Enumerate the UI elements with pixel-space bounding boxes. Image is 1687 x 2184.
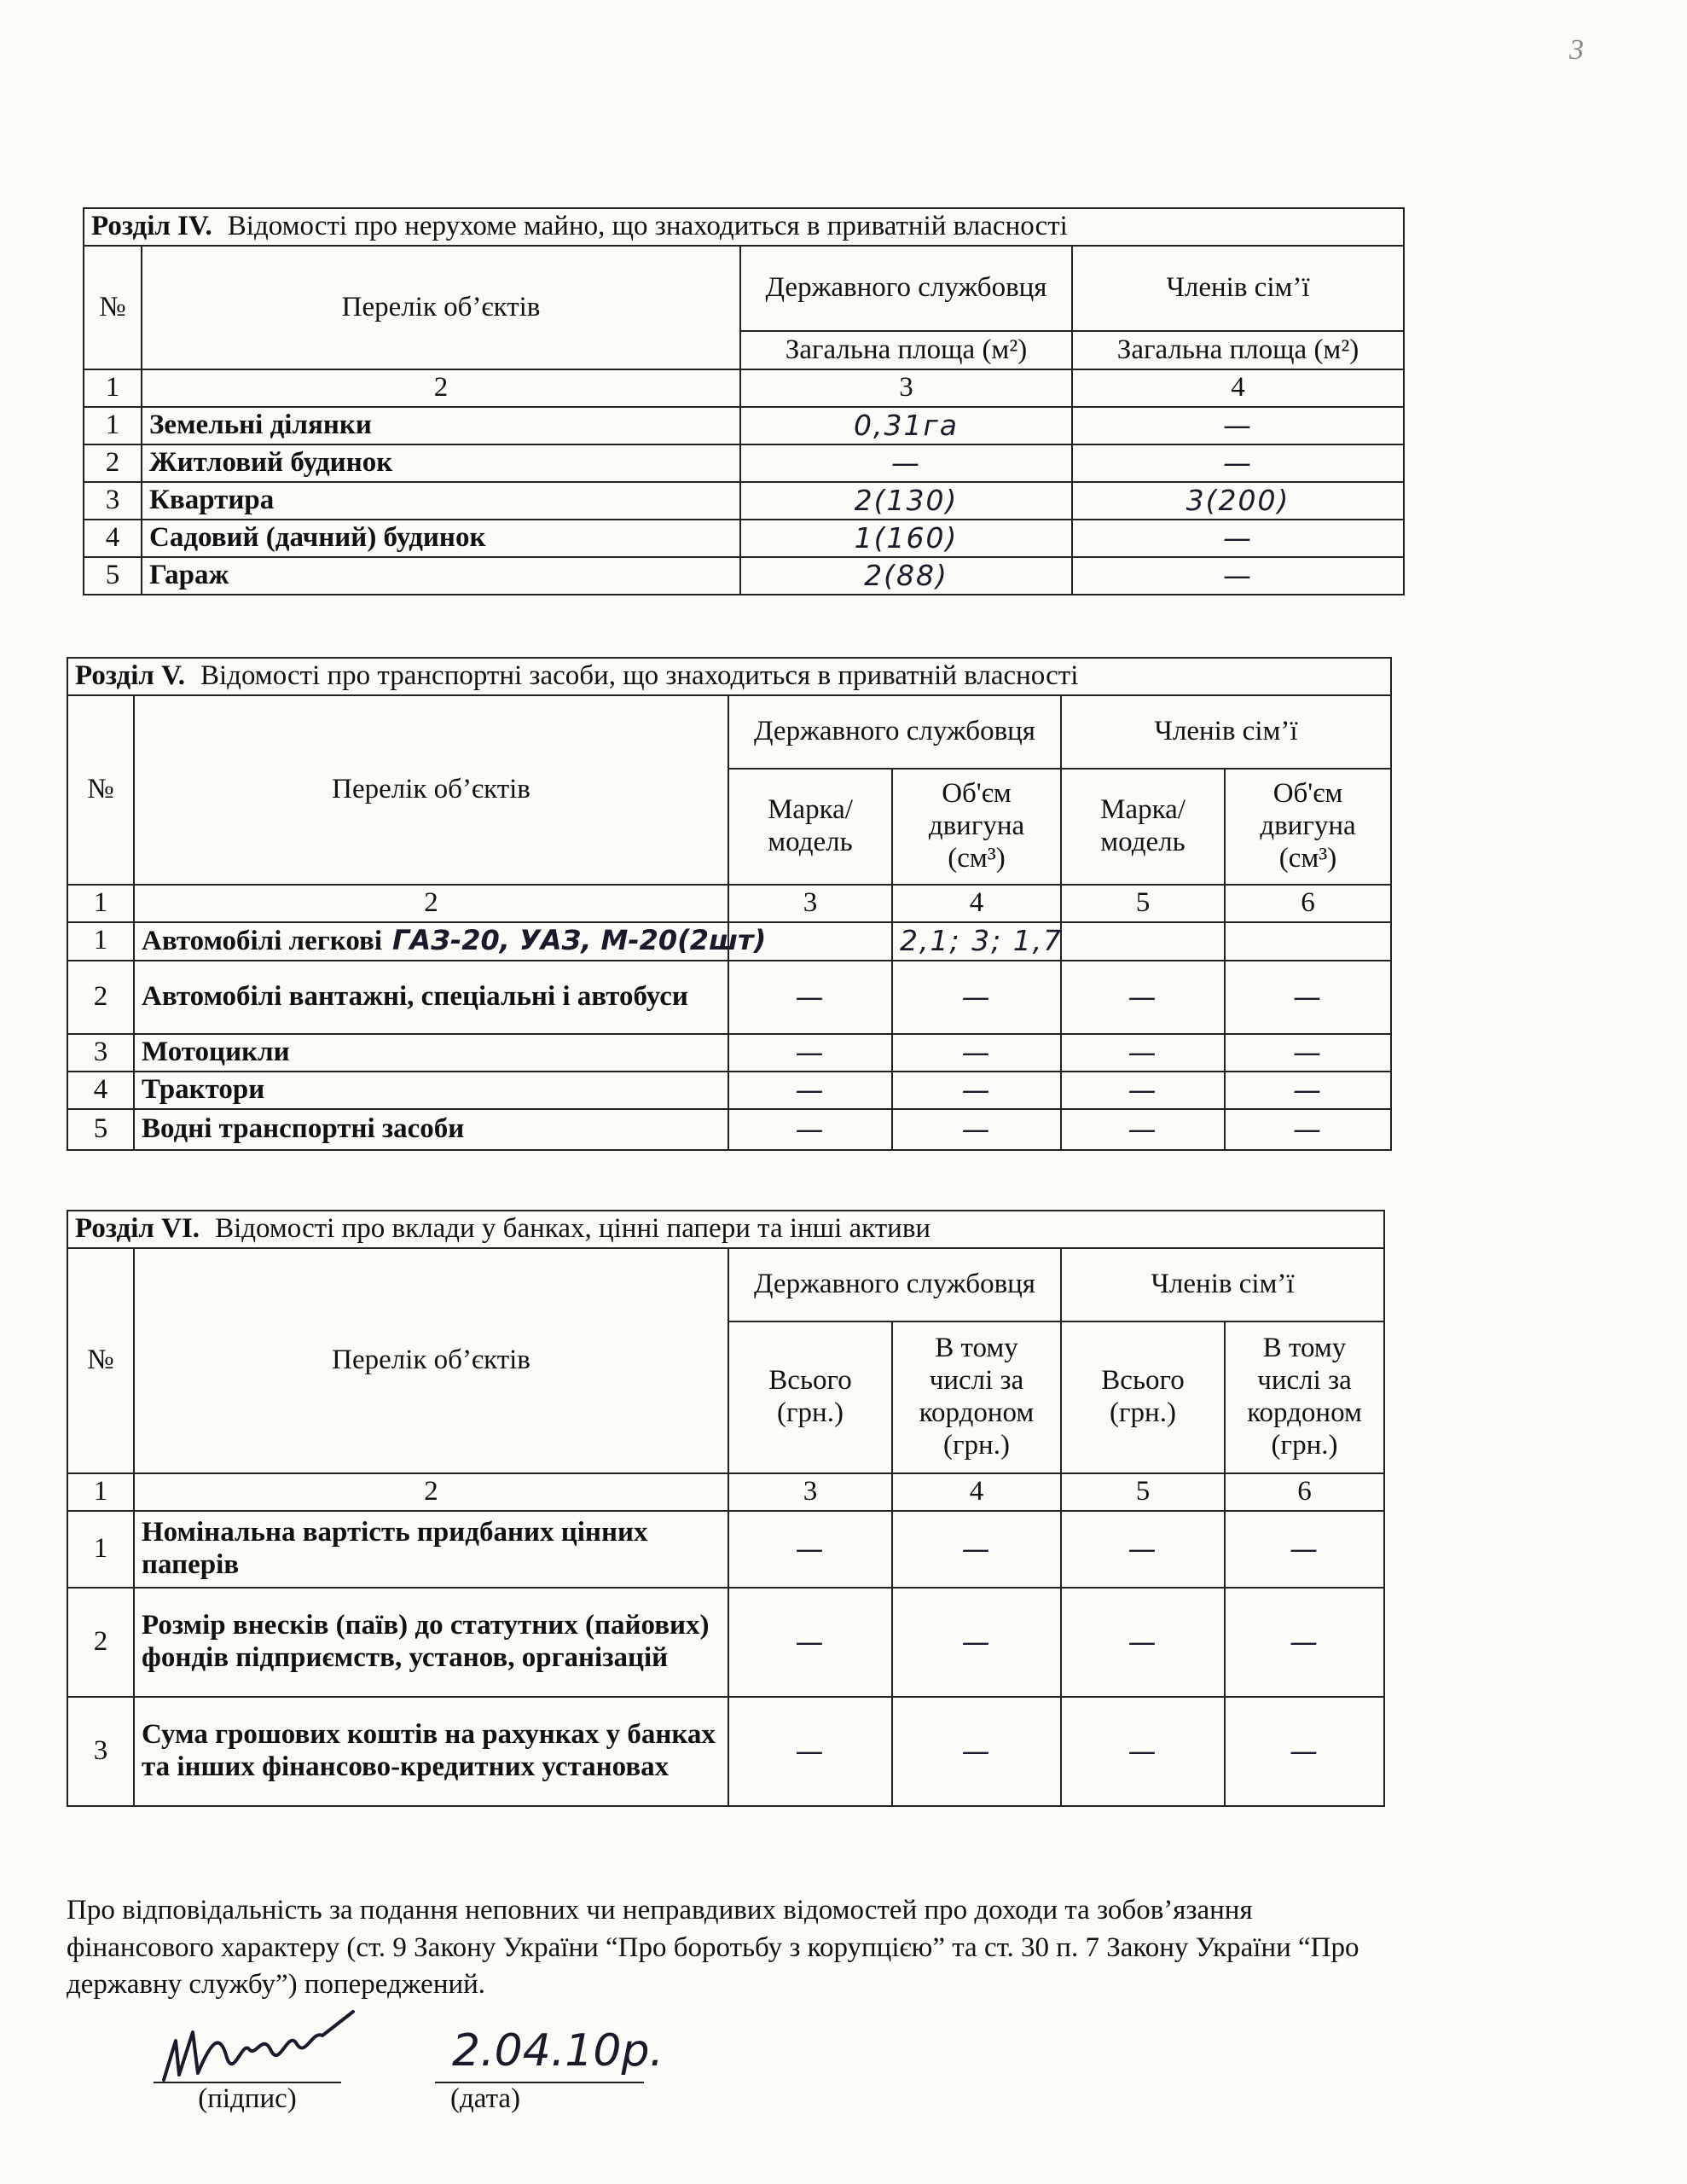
official-total-value: — — [728, 1511, 892, 1588]
family-abroad-value: — — [1225, 1697, 1384, 1806]
row-object-name: Земельні ділянки — [142, 407, 740, 444]
family-brand-value: — — [1061, 1034, 1225, 1072]
col-number-header: № — [67, 695, 134, 885]
row-object-name: Мотоцикли — [134, 1034, 728, 1072]
col-total-header: Всього (грн.) — [728, 1321, 892, 1473]
table-row — [67, 1511, 1384, 1588]
col-index: 2 — [142, 369, 740, 407]
family-abroad-value: — — [1225, 1511, 1384, 1588]
col-official-header: Державного службовця — [740, 246, 1072, 331]
signature-block — [154, 2030, 341, 2115]
col-index: 4 — [892, 1473, 1061, 1511]
row-number: 2 — [84, 444, 142, 482]
col-index: 5 — [1061, 1473, 1225, 1511]
row-number: 4 — [84, 520, 142, 557]
family-area-value: — — [1072, 557, 1404, 595]
col-index: 1 — [67, 1473, 134, 1511]
col-index: 3 — [728, 885, 892, 922]
official-engine-value: — — [892, 1072, 1061, 1109]
date-block — [435, 2025, 664, 2115]
official-area-value: 1(160) — [740, 520, 1072, 557]
table-row — [67, 922, 1391, 961]
table-row — [84, 482, 1404, 520]
date-label: (дата) — [450, 2083, 521, 2114]
row-number: 1 — [84, 407, 142, 444]
section-5-table — [67, 657, 1392, 1151]
section-4-table — [83, 207, 1405, 595]
table-row — [67, 1697, 1384, 1806]
table-row — [84, 444, 1404, 482]
official-total-value: — — [728, 1588, 892, 1697]
family-engine-value: — — [1225, 1034, 1391, 1072]
col-total-header: Всього (грн.) — [1061, 1321, 1225, 1473]
official-area-value: — — [740, 444, 1072, 482]
col-brand-header: Марка/ модель — [728, 769, 892, 885]
col-index: 1 — [84, 369, 142, 407]
row-number: 3 — [67, 1034, 134, 1072]
col-family-header: Членів сім’ї — [1061, 695, 1391, 769]
liability-statement: Про відповідальність за подання неповних чи неправдивих відомостей про доходи та зобов’язання фінансового характеру (ст. 9 Закону України “Про боротьбу з корупцією” та ст. 30 п. 7 Закону України “Про державну службу”) попереджений. — [67, 1895, 1359, 2001]
official-area-value: 0,31га — [740, 407, 1072, 444]
family-total-value: — — [1061, 1588, 1225, 1697]
signature-mark — [160, 2007, 357, 2092]
family-area-value: — — [1072, 407, 1404, 444]
family-engine-value: — — [1225, 961, 1391, 1034]
family-brand-value — [1061, 922, 1225, 961]
col-number-header: № — [67, 1248, 134, 1473]
row-number: 3 — [67, 1697, 134, 1806]
col-index: 1 — [67, 885, 134, 922]
col-index: 5 — [1061, 885, 1225, 922]
row-number: 5 — [84, 557, 142, 595]
family-brand-value: — — [1061, 1109, 1225, 1150]
table-row — [67, 961, 1391, 1034]
col-engine-header: Об'єм двигуна (см³) — [892, 769, 1061, 885]
official-total-value: — — [728, 1697, 892, 1806]
official-abroad-value: — — [892, 1511, 1061, 1588]
family-total-value: — — [1061, 1511, 1225, 1588]
col-objects-header: Перелік об’єктів — [134, 1248, 728, 1473]
official-abroad-value: — — [892, 1697, 1061, 1806]
official-area-value: 2(88) — [740, 557, 1072, 595]
row-number: 2 — [67, 1588, 134, 1697]
col-official-header: Державного службовця — [728, 695, 1061, 769]
table-row — [84, 407, 1404, 444]
row-number: 1 — [67, 1511, 134, 1588]
row-number: 5 — [67, 1109, 134, 1150]
family-area-value: — — [1072, 444, 1404, 482]
col-abroad-header: В тому числі за кордоном (грн.) — [1225, 1321, 1384, 1473]
row-object-name: Сума грошових коштів на рахунках у банках та інших фінансово-кредитних установах — [134, 1697, 728, 1806]
col-index: 2 — [134, 1473, 728, 1511]
row-object-name: Водні транспортні засоби — [134, 1109, 728, 1150]
date-line — [435, 2025, 664, 2083]
col-objects-header: Перелік об’єктів — [142, 246, 740, 369]
row-object-name: Садовий (дачний) будинок — [142, 520, 740, 557]
family-area-value: 3(200) — [1072, 482, 1404, 520]
row-number: 1 — [67, 922, 134, 961]
handwritten-car-models: ГАЗ-20, УАЗ, М-20(2шт) — [392, 923, 767, 956]
family-area-value: — — [1072, 520, 1404, 557]
col-engine-header: Об'єм двигуна (см³) — [1225, 769, 1391, 885]
official-brand-value: — — [728, 1072, 892, 1109]
table-row — [67, 1588, 1384, 1697]
col-family-header: Членів сім’ї — [1072, 246, 1404, 331]
col-index: 6 — [1225, 1473, 1384, 1511]
col-index: 4 — [1072, 369, 1404, 407]
row-number: 2 — [67, 961, 134, 1034]
row-object-name: Автомобілі вантажні, спеціальні і автобуси — [134, 961, 728, 1034]
official-brand-value: — — [728, 961, 892, 1034]
col-abroad-header: В тому числі за кордоном (грн.) — [892, 1321, 1061, 1473]
col-index: 3 — [728, 1473, 892, 1511]
row-object-name: Житловий будинок — [142, 444, 740, 482]
family-abroad-value: — — [1225, 1588, 1384, 1697]
signature-label: (підпис) — [198, 2083, 297, 2114]
col-area-header: Загальна площа (м²) — [740, 331, 1072, 369]
table-row — [84, 557, 1404, 595]
official-engine-value: — — [892, 1034, 1061, 1072]
family-engine-value — [1225, 922, 1391, 961]
family-engine-value: — — [1225, 1109, 1391, 1150]
signature-line — [154, 2030, 341, 2083]
family-total-value: — — [1061, 1697, 1225, 1806]
official-abroad-value: — — [892, 1588, 1061, 1697]
col-index: 4 — [892, 885, 1061, 922]
page-number-mark: 3 — [1569, 34, 1584, 66]
official-engine-value: — — [892, 1109, 1061, 1150]
col-official-header: Державного службовця — [728, 1248, 1061, 1321]
row-object-name: Розмір внесків (паїв) до статутних (пайових) фондів підприємств, установ, організацій — [134, 1588, 728, 1697]
row-number: 3 — [84, 482, 142, 520]
family-brand-value: — — [1061, 961, 1225, 1034]
col-brand-header: Марка/ модель — [1061, 769, 1225, 885]
section-4-title: Розділ IV. Відомості про нерухоме майно, що знаходиться в приватній власності — [84, 208, 1404, 246]
row-number: 4 — [67, 1072, 134, 1109]
col-objects-header: Перелік об’єктів — [134, 695, 728, 885]
official-engine-value: — — [892, 961, 1061, 1034]
col-index: 3 — [740, 369, 1072, 407]
official-area-value: 2(130) — [740, 482, 1072, 520]
table-row — [84, 520, 1404, 557]
official-brand-value: — — [728, 1109, 892, 1150]
official-engine-value: 2,1; 3; 1,7 — [892, 922, 1061, 961]
col-family-header: Членів сім’ї — [1061, 1248, 1384, 1321]
official-brand-value: — — [728, 1034, 892, 1072]
family-engine-value: — — [1225, 1072, 1391, 1109]
table-row — [67, 1034, 1391, 1072]
row-object-name: Квартира — [142, 482, 740, 520]
row-object-name: Гараж — [142, 557, 740, 595]
row-object-name: Трактори — [134, 1072, 728, 1109]
section-6-table — [67, 1210, 1385, 1807]
col-index: 2 — [134, 885, 728, 922]
handwritten-date: 2.04.10р. — [452, 2025, 664, 2077]
section-5-title: Розділ V. Відомості про транспортні засоби, що знаходиться в приватній власності — [67, 658, 1391, 695]
table-row — [67, 1109, 1391, 1150]
col-area-header: Загальна площа (м²) — [1072, 331, 1404, 369]
col-index: 6 — [1225, 885, 1391, 922]
table-row — [67, 1072, 1391, 1109]
col-number-header: № — [84, 246, 142, 369]
section-6-title: Розділ VI. Відомості про вклади у банках, цінні папери та інші активи — [67, 1211, 1384, 1248]
family-brand-value: — — [1061, 1072, 1225, 1109]
row-object-name: Номінальна вартість придбаних цінних паперів — [134, 1511, 728, 1588]
row-object-name: Автомобілі легкові ГАЗ-20, УАЗ, М-20(2шт) — [134, 922, 728, 961]
